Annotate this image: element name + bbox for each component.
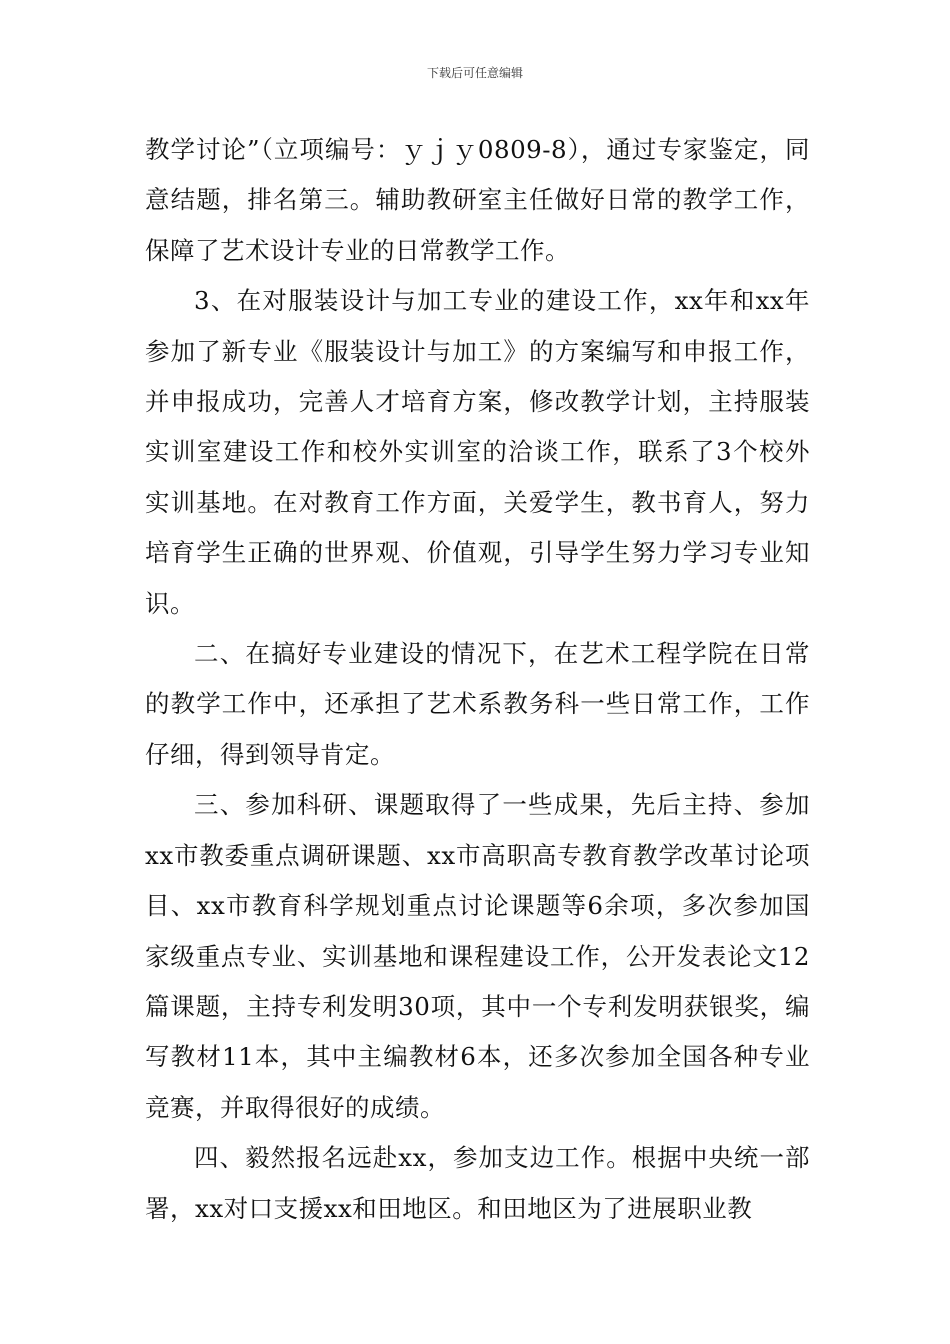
paragraph-section-4: 四、毅然报名远赴xx，参加支边工作。根据中央统一部署，xx对口支援xx和田地区。和田地区为了进展职业教 [145, 1143, 810, 1223]
paragraph-section-2: 二、在搞好专业建设的情况下，在艺术工程学院在日常的教学工作中，还承担了艺术系教务科一些日常工作，工作仔细，得到领导肯定。 [145, 639, 810, 769]
document-body [145, 125, 810, 1234]
paragraph-continuation: 教学讨论”（立项编号：ｙｊｙ0809-8），通过专家鉴定，同意结题，排名第三。辅助教研室主任做好日常的教学工作，保障了艺术设计专业的日常教学工作。 [145, 135, 810, 265]
paragraph-section-3: 三、参加科研、课题取得了一些成果，先后主持、参加xx市教委重点调研课题、xx市高职高专教育教学改革讨论项目、xx市教育科学规划重点讨论课题等6余项，多次参加国家级重点专业、实训基地和课程建设工作，公开发表论文12篇课题，主持专利发明30项，其中一个专利发明获银奖，编写教材11本，其中主编教材6本，还多次参加全国各种专业竞赛，并取得很好的成绩。 [145, 790, 810, 1122]
paragraph-item-3: 3、在对服装设计与加工专业的建设工作，xx年和xx年参加了新专业《服装设计与加工》的方案编写和申报工作，并申报成功，完善人才培育方案，修改教学计划，主持服装实训室建设工作和校外实训室的洽谈工作，联系了3个校外实训基地。在对教育工作方面，关爱学生，教书育人，努力培育学生正确的世界观、价值观，引导学生努力学习专业知识。 [145, 286, 810, 618]
page-header: 下载后可任意编辑 [426, 66, 523, 80]
